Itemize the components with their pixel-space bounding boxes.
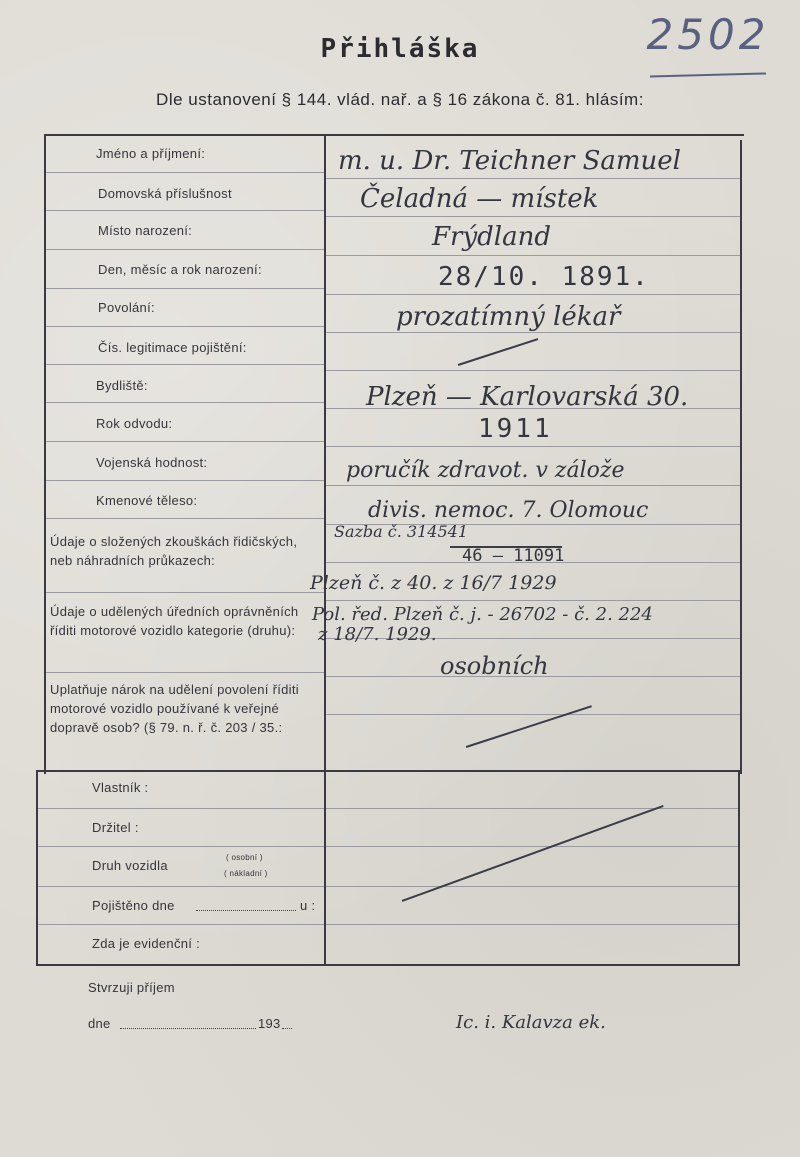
insured-label: Pojištěno dne: [92, 898, 175, 913]
row-rule: [46, 172, 324, 173]
receipt-label: Stvrzuji příjem: [88, 980, 175, 995]
row-rule: [46, 249, 324, 250]
birthdate-label: Den, měsíc a rok narození:: [98, 262, 262, 277]
row-rule: [46, 518, 324, 519]
citizenship-value: Čeladná — místek: [360, 184, 599, 214]
occupation-value: prozatímný lékař: [396, 302, 621, 332]
lower-table-bottom-border: [36, 964, 740, 966]
permits-value-2: Pol. řed. Plzeň č. j. - 26702 - č. 2. 224: [312, 604, 653, 625]
row-rule: [326, 924, 738, 925]
row-rule: [38, 886, 324, 887]
insured-at-label: u :: [300, 898, 316, 913]
draft-year-value: 1911: [478, 414, 553, 444]
birthplace-value: Frýdland: [432, 222, 552, 252]
name-value: m. u. Dr. Teichner Samuel: [338, 146, 681, 176]
birthplace-label: Místo narození:: [98, 223, 193, 238]
military-rank-value: poručík zdravot. v zálože: [346, 458, 625, 483]
row-rule: [326, 178, 740, 179]
page-title: Přihláška: [320, 34, 480, 64]
row-rule: [326, 485, 740, 486]
public-transport-label: Uplatňuje nárok na udělení povolení říditi motorové vozidlo používané k veřejné dopravě osob? (§ 79. n. ř. č. 203 / 35.:: [50, 682, 299, 735]
vehicle-type-label: Druh vozidla: [92, 858, 168, 873]
row-rule: [326, 714, 740, 715]
row-rule: [326, 370, 740, 371]
receipt-date-label: dne: [88, 1016, 111, 1031]
permits-value-4: osobních: [440, 652, 549, 680]
insurance-id-label: Čís. legitimace pojištění:: [98, 340, 247, 355]
lower-table-right-border: [738, 772, 740, 966]
unit-label: Kmenové těleso:: [96, 493, 198, 508]
permits-label: Údaje o udělených úředních oprávněních říditi motorové vozidlo kategorie (druhu):: [50, 604, 299, 638]
table-right-border: [740, 140, 742, 774]
row-rule: [38, 808, 324, 809]
lower-table-left-border: [36, 770, 38, 966]
row-rule: [38, 846, 324, 847]
occupation-label: Povolání:: [98, 300, 155, 315]
document-number: 2502: [646, 10, 770, 59]
exams-label: Údaje o složených zkouškách řidičských, neb náhradních průkazech:: [50, 534, 298, 568]
citizenship-label: Domovská příslušnost: [98, 186, 232, 201]
row-rule: [46, 672, 324, 673]
birthdate-value: 28/10. 1891.: [438, 262, 650, 292]
row-rule: [326, 600, 740, 601]
military-rank-label: Vojenská hodnost:: [96, 455, 208, 470]
vehicle-type-option-passenger: ( osobní ): [226, 853, 263, 862]
row-rule: [46, 402, 324, 403]
page-subtitle: Dle ustanovení § 144. vlád. nař. a § 16 zákona č. 81. hlásím:: [156, 90, 644, 109]
receipt-year-line: [282, 1028, 292, 1029]
receipt-date-line: [120, 1028, 256, 1029]
row-rule: [46, 441, 324, 442]
row-rule: [46, 210, 324, 211]
owner-label: Vlastník :: [92, 780, 149, 795]
registered-label: Zda je evidenční :: [92, 936, 201, 951]
lower-table-divider: [324, 774, 326, 966]
permits-value-1: Plzeň č. z 40. z 16/7 1929: [310, 572, 557, 594]
exams-value-2: 46 — 11091: [462, 546, 565, 566]
table-bottom-border: [36, 770, 742, 772]
row-rule: [46, 480, 324, 481]
permits-value-3: z 18/7. 1929.: [318, 624, 437, 645]
insured-date-line: [196, 910, 296, 911]
name-label: Jméno a příjmení:: [96, 146, 206, 161]
table-divider: [324, 134, 326, 774]
residence-label: Bydliště:: [96, 378, 148, 393]
holder-label: Držitel :: [92, 820, 139, 835]
row-rule: [326, 808, 738, 809]
table-top-border: [44, 134, 744, 136]
row-rule: [326, 846, 738, 847]
row-rule: [46, 364, 324, 365]
row-rule: [326, 216, 740, 217]
row-rule: [46, 592, 324, 593]
table-left-border: [44, 134, 46, 774]
row-rule: [46, 288, 324, 289]
exams-value-1: Sazba č. 314541: [334, 522, 469, 541]
row-rule: [46, 326, 324, 327]
row-rule: [326, 332, 740, 333]
row-rule: [38, 924, 324, 925]
residence-value: Plzeň — Karlovarská 30.: [366, 382, 689, 412]
row-rule: [326, 446, 740, 447]
vehicle-type-option-cargo: ( nákladní ): [224, 869, 268, 878]
row-rule: [326, 294, 740, 295]
receipt-signature: Ic. i. Kalavza ek.: [456, 1012, 606, 1033]
unit-value: divis. nemoc. 7. Olomouc: [368, 498, 649, 523]
row-rule: [326, 255, 740, 256]
draft-year-label: Rok odvodu:: [96, 416, 173, 431]
receipt-year: 193: [258, 1016, 281, 1031]
row-rule: [326, 886, 738, 887]
